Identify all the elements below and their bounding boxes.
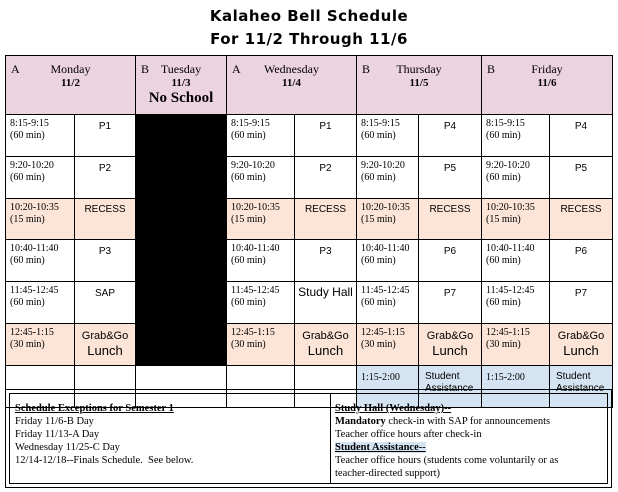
time-cell: 11:45-12:45 (60 min) xyxy=(6,282,75,324)
period-cell: P4 xyxy=(550,115,613,157)
period-cell: P5 xyxy=(550,157,613,199)
notes-box xyxy=(5,389,612,488)
period-cell: P7 xyxy=(419,282,482,324)
notes-divider xyxy=(330,394,331,483)
time-cell: 10:20-10:35 (15 min) xyxy=(227,199,295,240)
time-cell: 10:20-10:35 (15 min) xyxy=(357,199,419,240)
time-cell: 9:20-10:20 (60 min) xyxy=(482,157,550,199)
time-cell: 10:20-10:35 (15 min) xyxy=(482,199,550,240)
student-assistance-cell: Student Assistance xyxy=(550,366,613,408)
schedule-exceptions xyxy=(15,402,325,467)
time-cell: 10:20-10:35 (15 min) xyxy=(6,199,75,240)
period-cell: P6 xyxy=(550,240,613,282)
ab-label: B xyxy=(141,62,150,76)
student-assistance-title: Student Assistance-- xyxy=(335,442,426,453)
time-cell: 1:15-2:00 xyxy=(357,366,419,408)
title-line-1: Kalaheo Bell Schedule xyxy=(209,7,409,25)
time-cell: 12:45-1:15 (30 min) xyxy=(482,324,550,366)
date-label: 11/2 xyxy=(61,77,80,89)
day-header-tuesday xyxy=(136,56,227,115)
day-header-thursday xyxy=(357,56,482,115)
period-cell: P2 xyxy=(295,157,357,199)
recess-cell: RECESS xyxy=(419,199,482,240)
time-cell: 8:15-9:15 (60 min) xyxy=(357,115,419,157)
period-cell: P1 xyxy=(75,115,136,157)
study-hall-notes xyxy=(335,402,605,480)
lunch-cell: Grab&Go Lunch xyxy=(419,324,482,366)
period-cell: P4 xyxy=(419,115,482,157)
period-cell: P1 xyxy=(295,115,357,157)
student-assistance-line-2: teacher-directed support) xyxy=(335,468,441,479)
ab-label: A xyxy=(232,62,241,76)
date-label: 11/4 xyxy=(282,77,301,89)
lunch-cell: Grab&Go Lunch xyxy=(295,324,357,366)
period-cell: P5 xyxy=(419,157,482,199)
time-cell: 10:40-11:40 (60 min) xyxy=(357,240,419,282)
schedule-row xyxy=(6,115,613,157)
time-cell: 11:45-12:45 (60 min) xyxy=(482,282,550,324)
recess-cell: RECESS xyxy=(295,199,357,240)
student-assistance-line-1: Teacher office hours (students come voluntarily or as xyxy=(335,455,559,466)
schedule-row xyxy=(6,240,613,282)
time-cell: 11:45-12:45 (60 min) xyxy=(227,282,295,324)
recess-cell: RECESS xyxy=(550,199,613,240)
period-cell: P7 xyxy=(550,282,613,324)
day-header-wednesday xyxy=(227,56,357,115)
day-label: Thursday xyxy=(396,62,442,76)
day-header-friday xyxy=(482,56,613,115)
study-hall-line-2: Teacher office hours after check-in xyxy=(335,429,482,440)
exception-item: 12/14-12/18--Finals Schedule. See below. xyxy=(15,455,194,466)
date-label: 11/5 xyxy=(409,77,429,89)
exceptions-title: Schedule Exceptions for Semester 1 xyxy=(15,403,174,414)
time-cell: 12:45-1:15 (30 min) xyxy=(227,324,295,366)
time-cell: 9:20-10:20 (60 min) xyxy=(227,157,295,199)
period-cell: SAP xyxy=(75,282,136,324)
schedule-table xyxy=(5,55,613,408)
date-label: 11/3 xyxy=(171,77,191,89)
day-label: Friday xyxy=(531,62,563,76)
time-cell: 9:20-10:20 (60 min) xyxy=(357,157,419,199)
day-label: Wednesday xyxy=(263,62,319,76)
student-assistance-cell: Student Assistance xyxy=(419,366,482,408)
study-hall-title: Study Hall (Wednesday)-- xyxy=(335,403,452,414)
period-cell: P3 xyxy=(295,240,357,282)
period-cell: P3 xyxy=(75,240,136,282)
no-school-label: No School xyxy=(148,90,214,106)
time-cell: 1:15-2:00 xyxy=(482,366,550,408)
no-school-block xyxy=(136,115,227,366)
exception-item: Friday 11/6-B Day xyxy=(15,416,94,427)
time-cell: 8:15-9:15 (60 min) xyxy=(227,115,295,157)
notes-inner-border xyxy=(9,393,608,484)
time-cell: 8:15-9:15 (60 min) xyxy=(482,115,550,157)
period-cell: Study Hall xyxy=(295,282,357,324)
ab-label: B xyxy=(362,62,371,76)
recess-cell: RECESS xyxy=(75,199,136,240)
time-cell: 9:20-10:20 (60 min) xyxy=(6,157,75,199)
schedule-row xyxy=(6,282,613,324)
time-cell: 12:45-1:15 (30 min) xyxy=(6,324,75,366)
day-label: Tuesday xyxy=(160,62,202,76)
exception-item: Wednesday 11/25-C Day xyxy=(15,442,120,453)
exception-item: Friday 11/13-A Day xyxy=(15,429,100,440)
time-cell: 11:45-12:45 (60 min) xyxy=(357,282,419,324)
schedule-row-recess xyxy=(6,199,613,240)
day-label: Monday xyxy=(50,62,91,76)
time-cell: 10:40-11:40 (60 min) xyxy=(6,240,75,282)
header-row xyxy=(6,56,613,115)
schedule-row-lunch xyxy=(6,324,613,366)
time-cell: 10:40-11:40 (60 min) xyxy=(227,240,295,282)
period-cell: P2 xyxy=(75,157,136,199)
title-line-2: For 11/2 Through 11/6 xyxy=(210,30,408,48)
ab-label: B xyxy=(487,62,496,76)
time-cell: 10:40-11:40 (60 min) xyxy=(482,240,550,282)
lunch-cell: Grab&Go Lunch xyxy=(75,324,136,366)
study-hall-line-1: Mandatory check-in with SAP for announcements xyxy=(335,416,551,427)
schedule-row xyxy=(6,157,613,199)
period-cell: P6 xyxy=(419,240,482,282)
ab-label: A xyxy=(11,62,20,76)
lunch-cell: Grab&Go Lunch xyxy=(550,324,613,366)
time-cell: 8:15-9:15 (60 min) xyxy=(6,115,75,157)
time-cell: 12:45-1:15 (30 min) xyxy=(357,324,419,366)
date-label: 11/6 xyxy=(537,77,557,89)
day-header-monday xyxy=(6,56,136,115)
